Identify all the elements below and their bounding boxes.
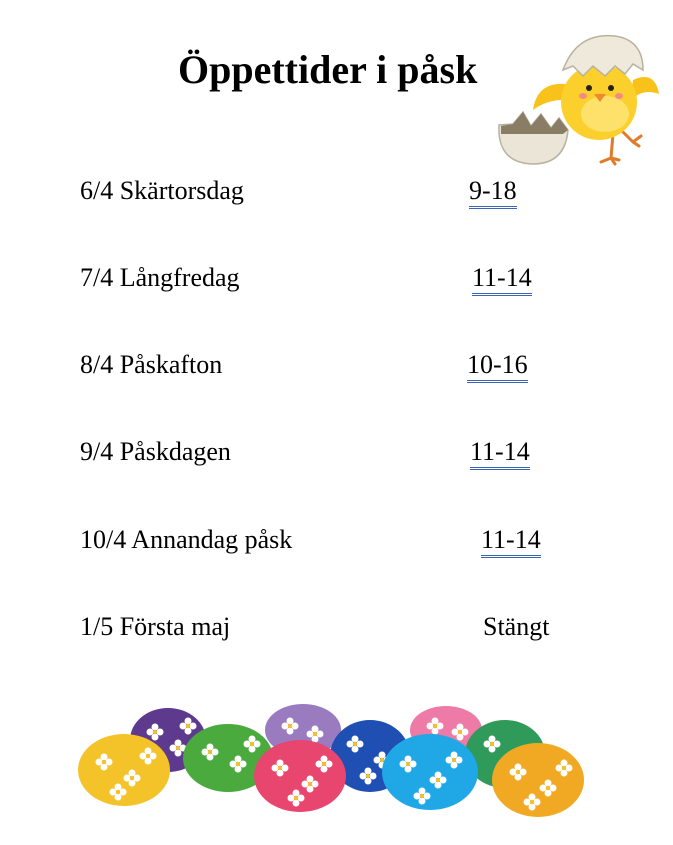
page-title: Öppettider i påsk: [178, 47, 478, 92]
egg-pink: [254, 740, 346, 812]
time-value-2: 11-14: [472, 265, 532, 291]
egg-yellow-left: [78, 734, 170, 806]
day-label-1: 6/4 Skärtorsdag: [80, 176, 244, 205]
time-value-5: 11-14: [481, 527, 541, 553]
egg-blue-light: [382, 734, 478, 810]
time-value-3: 10-16: [467, 352, 528, 378]
egg-yellow-right: [492, 743, 584, 817]
day-label-5: 10/4 Annandag påsk: [80, 525, 293, 554]
easter-eggs-illustration: [70, 700, 600, 830]
chick-illustration: [493, 30, 663, 170]
day-label-2: 7/4 Långfredag: [80, 263, 240, 292]
time-value-4: 11-14: [470, 439, 530, 465]
day-label-4: 9/4 Påskdagen: [80, 437, 231, 466]
day-label-6: 1/5 Första maj: [80, 612, 231, 641]
time-value-6: Stängt: [483, 612, 550, 641]
day-label-3: 8/4 Påskafton: [80, 350, 223, 379]
time-value-1: 9-18: [469, 178, 517, 204]
